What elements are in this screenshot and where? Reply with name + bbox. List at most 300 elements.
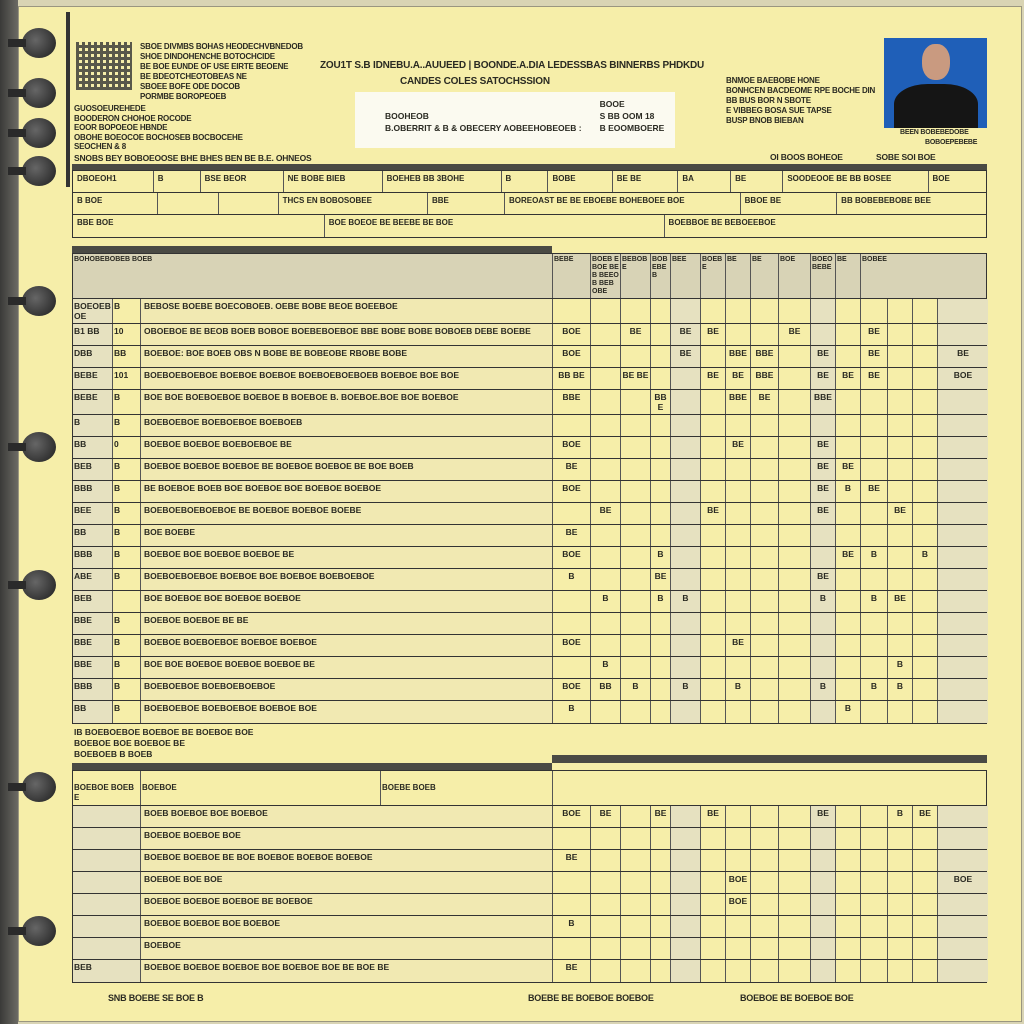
table-cell[interactable] [651, 916, 671, 937]
table-cell[interactable] [861, 872, 888, 893]
info-cell[interactable]: B BOE [73, 193, 158, 214]
table-cell[interactable] [751, 503, 779, 524]
table-cell[interactable] [913, 679, 938, 700]
table-cell[interactable] [701, 481, 726, 502]
row-number[interactable] [113, 591, 141, 612]
table-cell[interactable]: BBE [726, 346, 751, 367]
table-cell[interactable] [621, 547, 651, 568]
table-cell[interactable] [913, 525, 938, 546]
table-cell[interactable] [701, 591, 726, 612]
table-cell[interactable] [751, 960, 779, 982]
table-cell[interactable] [671, 894, 701, 915]
table-cell[interactable]: BE [836, 368, 861, 389]
table-cell[interactable] [671, 547, 701, 568]
table-cell[interactable] [621, 459, 651, 480]
info-cell[interactable]: BBOE BE [741, 193, 838, 214]
table-cell[interactable] [651, 701, 671, 723]
table-cell[interactable]: BE [861, 324, 888, 345]
table-cell[interactable] [811, 657, 836, 678]
table-cell[interactable] [779, 872, 811, 893]
row-number[interactable]: 101 [113, 368, 141, 389]
table-cell[interactable] [553, 503, 591, 524]
table-cell[interactable] [671, 938, 701, 959]
table-cell[interactable] [751, 635, 779, 656]
table-cell[interactable] [671, 850, 701, 871]
table-cell[interactable] [913, 368, 938, 389]
row-description[interactable]: BOEBOE [141, 938, 553, 959]
table-cell[interactable] [779, 657, 811, 678]
row-description[interactable]: BOE BOE BOEBOEBOE BOEBOE B BOEBOE B. BOEBOE.BOE BOE BOEBOE [141, 390, 553, 414]
table-cell[interactable] [888, 872, 913, 893]
table-cell[interactable] [861, 299, 888, 323]
table-cell[interactable]: BBE [751, 346, 779, 367]
table-cell[interactable] [913, 503, 938, 524]
row-code[interactable]: BEB [73, 459, 113, 480]
row-code[interactable] [73, 850, 141, 871]
row-code[interactable]: BEBE [73, 368, 113, 389]
table-cell[interactable] [751, 481, 779, 502]
table-cell[interactable]: BE [701, 806, 726, 827]
table-cell[interactable]: BE [553, 525, 591, 546]
table-cell[interactable] [861, 390, 888, 414]
row-description[interactable]: BOEBOEBOEBOE BOEBOE BOEBOE BOEBOEBOEBOEB BOEBOE BOE BOE [141, 368, 553, 389]
table-cell[interactable]: B [913, 547, 938, 568]
table-cell[interactable] [701, 916, 726, 937]
table-cell[interactable] [811, 960, 836, 982]
table-cell[interactable] [621, 894, 651, 915]
table-cell[interactable] [861, 437, 888, 458]
table-cell[interactable] [779, 828, 811, 849]
info-cell[interactable] [158, 193, 218, 214]
table-cell[interactable]: BOE [553, 437, 591, 458]
table-cell[interactable] [836, 525, 861, 546]
table-cell[interactable] [861, 894, 888, 915]
table-cell[interactable] [553, 591, 591, 612]
table-cell[interactable] [651, 459, 671, 480]
table-cell[interactable] [888, 547, 913, 568]
table-cell[interactable] [651, 346, 671, 367]
row-code[interactable]: BBE [73, 635, 113, 656]
table-cell[interactable]: B [888, 679, 913, 700]
table-cell[interactable] [861, 806, 888, 827]
table-cell[interactable]: B [888, 657, 913, 678]
table-cell[interactable] [651, 503, 671, 524]
table-cell[interactable] [913, 591, 938, 612]
table-cell[interactable]: B [651, 591, 671, 612]
row-number[interactable]: B [113, 657, 141, 678]
table-cell[interactable] [811, 938, 836, 959]
table-cell[interactable] [591, 850, 621, 871]
table-cell[interactable] [811, 613, 836, 634]
table-cell[interactable] [779, 437, 811, 458]
table-cell[interactable] [591, 613, 621, 634]
table-cell[interactable] [751, 806, 779, 827]
table-cell[interactable] [621, 872, 651, 893]
table-cell[interactable] [913, 437, 938, 458]
table-cell[interactable]: BOE [553, 635, 591, 656]
row-description[interactable]: BOEBOE BOEBOE BE BOE BOEBOE BOEBOE BOEBOE [141, 850, 553, 871]
table-cell[interactable] [701, 299, 726, 323]
table-cell[interactable] [553, 613, 591, 634]
row-code[interactable]: BBB [73, 481, 113, 502]
table-cell[interactable] [671, 635, 701, 656]
table-cell[interactable]: BOE [553, 324, 591, 345]
table-cell[interactable]: B [861, 679, 888, 700]
info-cell[interactable]: BOEBBOE BE BEBOEEBOE [668, 218, 776, 227]
row-code[interactable] [73, 806, 141, 827]
table-cell[interactable] [913, 657, 938, 678]
table-cell[interactable] [913, 613, 938, 634]
table-cell[interactable] [671, 368, 701, 389]
table-cell[interactable] [701, 415, 726, 436]
table-cell[interactable] [726, 525, 751, 546]
row-code[interactable]: BEB [73, 591, 113, 612]
table-cell[interactable] [861, 850, 888, 871]
table-cell[interactable] [621, 938, 651, 959]
table-cell[interactable] [888, 368, 913, 389]
table-cell[interactable] [811, 894, 836, 915]
row-description[interactable]: BEBOSE BOEBE BOECOBOEB. OEBE BOBE BEOE BOEEBOE [141, 299, 553, 323]
table-cell[interactable] [621, 415, 651, 436]
table-cell[interactable]: BE [726, 437, 751, 458]
table-cell[interactable] [938, 850, 988, 871]
row-code[interactable]: BBE [73, 657, 113, 678]
table-cell[interactable]: BE [701, 324, 726, 345]
table-cell[interactable] [913, 324, 938, 345]
table-cell[interactable] [701, 459, 726, 480]
table-cell[interactable] [701, 437, 726, 458]
table-cell[interactable] [836, 894, 861, 915]
table-cell[interactable] [811, 850, 836, 871]
table-cell[interactable] [701, 850, 726, 871]
table-cell[interactable] [591, 437, 621, 458]
table-cell[interactable] [861, 459, 888, 480]
table-cell[interactable] [553, 415, 591, 436]
table-cell[interactable] [671, 960, 701, 982]
table-cell[interactable] [751, 657, 779, 678]
table-cell[interactable]: BE [671, 346, 701, 367]
table-cell[interactable] [726, 828, 751, 849]
table-cell[interactable] [861, 613, 888, 634]
table-cell[interactable] [888, 390, 913, 414]
table-cell[interactable]: B [553, 701, 591, 723]
info-cell[interactable]: BOEHEB BB 3BOHE [383, 171, 502, 192]
table-cell[interactable] [726, 701, 751, 723]
table-cell[interactable] [701, 960, 726, 982]
table-cell[interactable] [779, 806, 811, 827]
table-cell[interactable] [591, 635, 621, 656]
table-cell[interactable]: B [621, 679, 651, 700]
info-cell[interactable]: BBE BOE [73, 215, 325, 237]
table-cell[interactable] [913, 390, 938, 414]
table-cell[interactable] [811, 916, 836, 937]
table-cell[interactable] [811, 324, 836, 345]
table-cell[interactable] [591, 894, 621, 915]
row-number[interactable]: B [113, 701, 141, 723]
info-cell[interactable]: BA [678, 171, 731, 192]
table-cell[interactable] [938, 547, 988, 568]
table-cell[interactable] [621, 569, 651, 590]
row-code[interactable]: BBE [73, 613, 113, 634]
table-cell[interactable] [651, 415, 671, 436]
table-cell[interactable] [888, 346, 913, 367]
table-cell[interactable] [726, 547, 751, 568]
info-cell[interactable]: DBOEOH1 [73, 171, 154, 192]
table-cell[interactable]: BOE [938, 872, 988, 893]
table-cell[interactable] [861, 635, 888, 656]
table-cell[interactable] [779, 481, 811, 502]
table-cell[interactable]: BOE [553, 547, 591, 568]
table-cell[interactable] [836, 657, 861, 678]
table-cell[interactable]: BE [811, 569, 836, 590]
table-cell[interactable] [836, 390, 861, 414]
table-cell[interactable] [751, 938, 779, 959]
table-cell[interactable] [811, 872, 836, 893]
table-cell[interactable]: BE [888, 591, 913, 612]
table-cell[interactable] [861, 828, 888, 849]
table-cell[interactable] [651, 437, 671, 458]
table-cell[interactable] [701, 390, 726, 414]
table-cell[interactable] [751, 613, 779, 634]
table-cell[interactable] [938, 657, 988, 678]
table-cell[interactable] [621, 503, 651, 524]
table-cell[interactable] [751, 459, 779, 480]
table-cell[interactable]: BOE [553, 346, 591, 367]
table-cell[interactable] [671, 916, 701, 937]
table-cell[interactable] [811, 415, 836, 436]
table-cell[interactable] [861, 415, 888, 436]
table-cell[interactable] [779, 368, 811, 389]
table-cell[interactable]: B [553, 916, 591, 937]
table-cell[interactable] [671, 299, 701, 323]
table-cell[interactable] [938, 635, 988, 656]
table-cell[interactable] [671, 872, 701, 893]
table-cell[interactable] [553, 894, 591, 915]
table-cell[interactable] [651, 960, 671, 982]
table-cell[interactable]: BE [811, 346, 836, 367]
table-cell[interactable]: BE [621, 324, 651, 345]
table-cell[interactable] [779, 960, 811, 982]
row-description[interactable]: BOEBOE BOEBOE BOE [141, 828, 553, 849]
row-number[interactable]: B [113, 299, 141, 323]
table-cell[interactable] [591, 828, 621, 849]
table-cell[interactable] [591, 346, 621, 367]
table-cell[interactable] [651, 679, 671, 700]
table-cell[interactable]: B [888, 806, 913, 827]
table-cell[interactable] [861, 938, 888, 959]
table-cell[interactable] [751, 415, 779, 436]
table-cell[interactable] [701, 547, 726, 568]
info-cell[interactable] [219, 193, 279, 214]
table-cell[interactable] [726, 960, 751, 982]
table-cell[interactable] [888, 525, 913, 546]
table-cell[interactable]: BE [751, 390, 779, 414]
table-cell[interactable]: BE [779, 324, 811, 345]
table-cell[interactable] [938, 916, 988, 937]
table-cell[interactable]: B [651, 547, 671, 568]
row-code[interactable] [73, 894, 141, 915]
table-cell[interactable] [938, 960, 988, 982]
table-cell[interactable] [861, 701, 888, 723]
table-cell[interactable] [888, 828, 913, 849]
table-cell[interactable] [726, 806, 751, 827]
table-cell[interactable] [701, 346, 726, 367]
table-cell[interactable] [913, 916, 938, 937]
row-description[interactable]: OBOEBOE BE BEOB BOEB BOBOE BOEBEBOEBOE BBE BOBE BOBE BOBOEB DEBE BOEBE [141, 324, 553, 345]
table-cell[interactable] [938, 701, 988, 723]
table-cell[interactable] [591, 872, 621, 893]
table-cell[interactable] [591, 960, 621, 982]
table-cell[interactable] [671, 459, 701, 480]
table-cell[interactable] [621, 613, 651, 634]
table-cell[interactable] [811, 299, 836, 323]
table-cell[interactable] [938, 591, 988, 612]
table-cell[interactable]: BOE [553, 481, 591, 502]
info-cell[interactable]: BBE [428, 193, 505, 214]
table-cell[interactable] [726, 591, 751, 612]
table-cell[interactable]: BE [811, 806, 836, 827]
table-cell[interactable] [779, 299, 811, 323]
table-cell[interactable]: BE [651, 569, 671, 590]
table-cell[interactable] [621, 346, 651, 367]
table-cell[interactable] [726, 657, 751, 678]
table-cell[interactable] [888, 324, 913, 345]
table-cell[interactable] [671, 481, 701, 502]
row-code[interactable]: BEE [73, 503, 113, 524]
row-code[interactable] [73, 872, 141, 893]
table-cell[interactable] [779, 613, 811, 634]
table-cell[interactable] [888, 613, 913, 634]
row-number[interactable]: BB [113, 346, 141, 367]
table-cell[interactable] [671, 613, 701, 634]
table-cell[interactable] [671, 828, 701, 849]
table-cell[interactable] [938, 938, 988, 959]
table-cell[interactable] [591, 916, 621, 937]
table-cell[interactable] [751, 894, 779, 915]
table-cell[interactable] [861, 569, 888, 590]
row-code[interactable] [73, 828, 141, 849]
row-description[interactable]: BOE BOEBOE BOE BOEBOE BOEBOE [141, 591, 553, 612]
table-cell[interactable] [888, 437, 913, 458]
table-cell[interactable]: BE [726, 635, 751, 656]
table-cell[interactable] [726, 938, 751, 959]
table-cell[interactable] [888, 635, 913, 656]
table-cell[interactable] [591, 390, 621, 414]
table-cell[interactable] [701, 938, 726, 959]
table-cell[interactable] [913, 415, 938, 436]
table-cell[interactable] [938, 525, 988, 546]
table-cell[interactable] [591, 415, 621, 436]
table-cell[interactable] [779, 679, 811, 700]
table-cell[interactable] [888, 481, 913, 502]
table-cell[interactable] [651, 657, 671, 678]
table-cell[interactable] [888, 701, 913, 723]
table-cell[interactable] [751, 437, 779, 458]
table-cell[interactable] [836, 850, 861, 871]
table-cell[interactable] [701, 828, 726, 849]
table-cell[interactable] [751, 547, 779, 568]
table-cell[interactable] [751, 701, 779, 723]
table-cell[interactable] [938, 324, 988, 345]
table-cell[interactable] [726, 299, 751, 323]
table-cell[interactable] [811, 701, 836, 723]
table-cell[interactable] [836, 415, 861, 436]
table-cell[interactable] [836, 569, 861, 590]
table-cell[interactable] [751, 299, 779, 323]
table-cell[interactable] [913, 894, 938, 915]
table-cell[interactable] [591, 459, 621, 480]
table-cell[interactable]: B [836, 481, 861, 502]
row-description[interactable]: BOEBOEBOE BOEBOEBOEBOE [141, 679, 553, 700]
table-cell[interactable] [836, 960, 861, 982]
table-cell[interactable]: B [671, 679, 701, 700]
table-cell[interactable] [811, 635, 836, 656]
row-description[interactable]: BOEBOEBOE BOEBOEBOE BOEBOEB [141, 415, 553, 436]
info-cell[interactable]: BOREOAST BE BE EBOEBE BOHEBOEE BOE [505, 193, 741, 214]
table-cell[interactable] [726, 850, 751, 871]
table-cell[interactable] [726, 459, 751, 480]
table-cell[interactable] [591, 701, 621, 723]
row-code[interactable]: BB [73, 525, 113, 546]
table-cell[interactable] [726, 324, 751, 345]
table-cell[interactable] [751, 872, 779, 893]
table-cell[interactable]: BOE [726, 872, 751, 893]
table-cell[interactable] [751, 591, 779, 612]
table-cell[interactable] [938, 481, 988, 502]
table-cell[interactable]: B [861, 547, 888, 568]
table-cell[interactable] [888, 916, 913, 937]
table-cell[interactable] [651, 368, 671, 389]
table-cell[interactable] [913, 960, 938, 982]
table-cell[interactable]: BE [701, 368, 726, 389]
table-cell[interactable] [779, 547, 811, 568]
table-cell[interactable]: BE [651, 806, 671, 827]
table-cell[interactable] [651, 525, 671, 546]
table-cell[interactable] [779, 850, 811, 871]
table-cell[interactable]: BE [553, 960, 591, 982]
row-number[interactable]: B [113, 569, 141, 590]
table-cell[interactable] [888, 569, 913, 590]
table-cell[interactable] [938, 437, 988, 458]
table-cell[interactable] [553, 299, 591, 323]
table-cell[interactable] [751, 525, 779, 546]
info-cell[interactable]: BB BOBEBEBOBE BEE [841, 196, 931, 205]
table-cell[interactable]: BE [811, 368, 836, 389]
table-cell[interactable]: BE [861, 368, 888, 389]
info-cell[interactable]: B [502, 171, 549, 192]
table-cell[interactable] [651, 299, 671, 323]
table-cell[interactable]: B [553, 569, 591, 590]
table-cell[interactable] [701, 613, 726, 634]
table-cell[interactable]: B [861, 591, 888, 612]
table-cell[interactable] [888, 415, 913, 436]
table-cell[interactable]: BBE [651, 390, 671, 414]
table-cell[interactable] [779, 390, 811, 414]
row-number[interactable]: B [113, 503, 141, 524]
row-number[interactable]: B [113, 613, 141, 634]
table-cell[interactable] [938, 299, 988, 323]
table-cell[interactable] [888, 960, 913, 982]
table-cell[interactable] [913, 701, 938, 723]
table-cell[interactable] [671, 701, 701, 723]
info-cell[interactable]: BOE [932, 174, 950, 183]
info-cell[interactable]: SOODEOOE BE BB BOSEE [783, 171, 928, 192]
row-code[interactable]: ABE [73, 569, 113, 590]
table-cell[interactable] [651, 850, 671, 871]
row-number[interactable]: 0 [113, 437, 141, 458]
table-cell[interactable] [651, 324, 671, 345]
table-cell[interactable] [751, 569, 779, 590]
